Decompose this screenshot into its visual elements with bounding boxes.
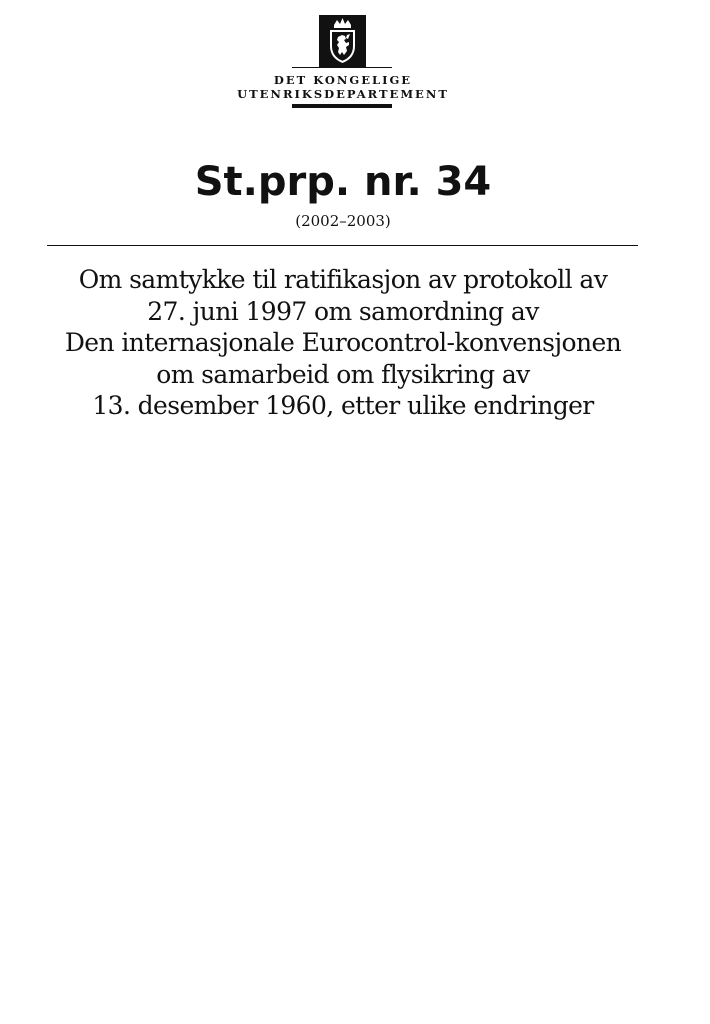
document-title-line: 13. desember 1960, etter ulike endringer [92, 391, 594, 420]
ministry-name-line-1: DET KONGELIGE [273, 73, 413, 87]
document-title [30, 264, 656, 422]
ministry-name-line-2: UTENRIKSDEPARTEMENT [237, 87, 449, 101]
document-number: St.prp. nr. 34 [194, 159, 492, 205]
document-title-line: om samarbeid om flysikring av [156, 359, 530, 389]
parliamentary-session: (2002–2003) [295, 212, 391, 230]
title-divider [47, 245, 638, 246]
document-title-line: Om samtykke til ratifikasjon av protokoll av [78, 265, 608, 294]
document-title-line: 27. juni 1997 om samordning av [147, 296, 539, 326]
ministry-name [0, 67, 686, 101]
ministry-bottom-rule [292, 104, 392, 108]
coat-of-arms-icon [319, 15, 366, 67]
document-title-line: Den internasjonale Eurocontrol-konvensjonen [64, 328, 622, 357]
